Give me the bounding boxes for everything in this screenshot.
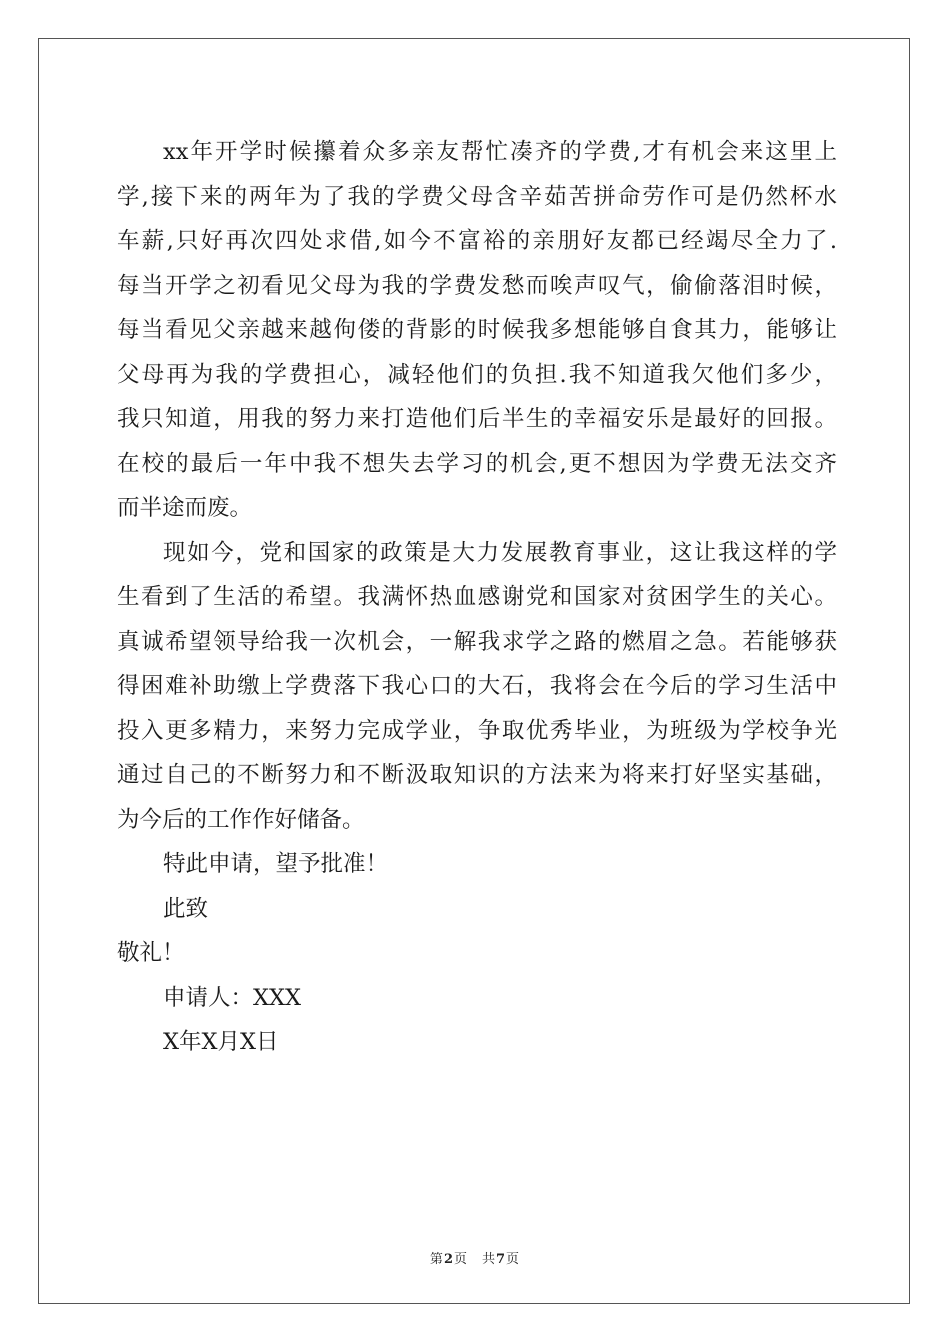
text-line: 投入更多精力，来努力完成学业，争取优秀毕业，为班级为学校争光	[117, 717, 837, 744]
text-line: xx年开学时候攥着众多亲友帮忙凑齐的学费,才有机会来这里上	[163, 139, 837, 165]
text-line: 车薪,只好再次四处求借,如今不富裕的亲朋好友都已经竭尽全力了.	[117, 228, 837, 254]
text-line: 学,接下来的两年为了我的学费父母含辛茹苦拼命劳作可是仍然杯水	[117, 183, 837, 210]
text-line: 父母再为我的学费担心，减轻他们的负担.我不知道我欠他们多少，	[117, 361, 837, 388]
footer-page-number: 2	[443, 1252, 454, 1267]
text-line: 此致	[163, 895, 209, 922]
footer-total-pages: 7	[496, 1252, 507, 1267]
text-line: 真诚希望领导给我一次机会，一解我求学之路的燃眉之急。若能够获	[117, 628, 837, 655]
text-line: 我只知道，用我的努力来打造他们后半生的幸福安乐是最好的回报。	[117, 406, 837, 432]
text-line: 在校的最后一年中我不想失去学习的机会,更不想因为学费无法交齐	[117, 450, 837, 477]
text-line: 为今后的工作作好储备。	[117, 806, 365, 833]
text-line: X年X月X日	[163, 1029, 279, 1055]
text-line: 申请人：XXX	[163, 984, 302, 1011]
text-line: 每当看见父亲越来越佝偻的背影的时候我多想能够自食其力，能够让	[117, 317, 837, 343]
paragraph	[117, 130, 837, 531]
text-line: 通过自己的不断努力和不断汲取知识的方法来为将来打好坚实基础，	[117, 762, 837, 788]
text-line: 特此申请，望予批准！	[163, 851, 389, 877]
paragraph	[117, 842, 837, 887]
letter-body	[117, 130, 837, 1065]
text-line: 而半途而废。	[117, 495, 253, 521]
paragraph	[117, 976, 837, 1021]
footer-prefix: 第	[429, 1252, 444, 1267]
paragraph	[117, 931, 837, 976]
footer-middle: 页 共	[453, 1252, 496, 1267]
text-line: 每当开学之初看见父母为我的学费发愁而唉声叹气，偷偷落泪时候，	[117, 272, 837, 299]
text-line: 得困难补助缴上学费落下我心口的大石，我将会在今后的学习生活中	[117, 673, 837, 699]
text-line: 敬礼！	[117, 940, 185, 966]
paragraph	[117, 1020, 837, 1065]
footer-suffix: 页	[506, 1252, 521, 1267]
text-line: 现如今，党和国家的政策是大力发展教育事业，这让我这样的学	[163, 539, 837, 566]
text-line: 生看到了生活的希望。我满怀热血感谢党和国家对贫困学生的关心。	[117, 584, 837, 610]
paragraph	[117, 531, 837, 843]
page-footer	[0, 1248, 950, 1267]
paragraph	[117, 887, 837, 932]
